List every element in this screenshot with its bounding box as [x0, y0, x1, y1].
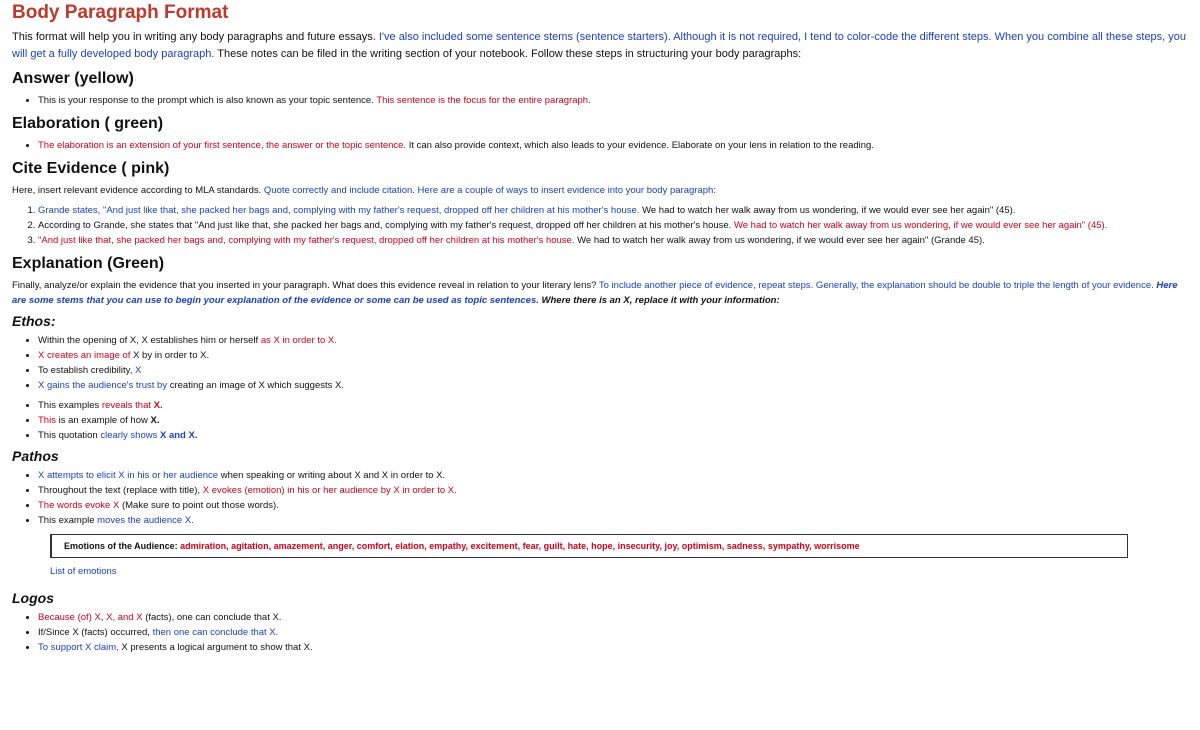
elaboration-list: [12, 138, 1188, 153]
explanation-heading: Explanation (Green): [12, 255, 165, 272]
emotions-box: [50, 534, 1128, 558]
answer-list: [12, 93, 1188, 108]
emotions-list: admiration, agitation, amazement, anger, comfort, elation, empathy, excitement, fear, guilt, hate, hope, insecurity, joy, optimism, sadness, sympathy, worrisome: [180, 541, 860, 551]
intro-paragraph: [12, 29, 1188, 63]
pathos-list: [12, 468, 1188, 528]
list-item: • X attempts to elicit X in his or her audience when speaking or writing about X and X in order to X.: [38, 468, 1188, 483]
list-item: • To establish credibility, X: [38, 363, 1188, 378]
list-item: • This example moves the audience X.: [38, 513, 1188, 528]
logos-heading: Logos: [12, 590, 54, 606]
list-item: • If/Since X (facts) occurred, then one can conclude that X.: [38, 625, 1188, 640]
cite-evidence-heading: Cite Evidence ( pink): [12, 160, 170, 177]
ethos-heading: Ethos:: [12, 313, 56, 329]
answer-heading: Answer (yellow): [12, 70, 134, 87]
list-of-emotions-link[interactable]: List of emotions: [50, 566, 117, 577]
list-item: • X creates an image of X by in order to X.: [38, 348, 1188, 363]
page-title: Body Paragraph Format: [12, 2, 229, 23]
list-item: • This examples reveals that X.: [38, 398, 1188, 413]
logos-list: [12, 610, 1188, 655]
list-item: 1. Grande states, "And just like that, she packed her bags and, complying with my father's request, dropped off her children at his mother's house. We had to watch her walk away from us wondering, if we would ever see her again" (45).: [38, 203, 1188, 218]
list-item: • This is your response to the prompt which is also known as your topic sentence. This sentence is the focus for the entire paragraph.: [38, 93, 1188, 108]
intro-text-1: This format will help you in writing any body paragraphs and future essays.: [12, 31, 379, 43]
cite-examples-list: [12, 203, 1188, 248]
emotions-label: Emotions of the Audience:: [64, 541, 181, 551]
list-item: • The elaboration is an extension of your first sentence, the answer or the topic sentence. It can also provide context, which also leads to your evidence. Elaborate on your lens in relation to the reading.: [38, 138, 1188, 153]
explanation-paragraph: Finally, analyze/or explain the evidence that you inserted in your paragraph. What does this evidence reveal in relation to your literary lens? To include another piece of evidence, repeat steps. Generally, the explanation should be double to triple the length of your evidence. Here are some stems that you can use to begin your explanation of the evidence or some can be used as topic sentences. Where there is an X, replace it with your information:: [12, 280, 1178, 306]
list-item: • Within the opening of X, X establishes him or herself as X in order to X.: [38, 333, 1188, 348]
cite-intro: Here, insert relevant evidence according to MLA standards. Quote correctly and include citation. Here are a couple of ways to insert evidence into your body paragraph:: [12, 185, 716, 196]
list-item: • Throughout the text (replace with title), X evokes (emotion) in his or her audience by X in order to X.: [38, 483, 1188, 498]
list-item: 2. According to Grande, she states that "And just like that, she packed her bags and, complying with my father's request, dropped off her children at his mother's house. We had to watch her walk away from us wondering, if we would ever see her again" (45).: [38, 218, 1188, 233]
pathos-heading: Pathos: [12, 448, 59, 464]
list-item: • X gains the audience's trust by creating an image of X which suggests X.: [38, 378, 1188, 393]
list-item: • The words evoke X (Make sure to point out those words).: [38, 498, 1188, 513]
intro-text-3: These notes can be filed in the writing section of your notebook. Follow these steps in structuring your body paragraphs:: [217, 48, 802, 60]
ethos-list-2: [12, 398, 1188, 443]
ethos-list-1: [12, 333, 1188, 393]
list-item: • To support X claim, X presents a logical argument to show that X.: [38, 640, 1188, 655]
list-item: • This quotation clearly shows X and X.: [38, 428, 1188, 443]
list-item: • Because (of) X, X, and X (facts), one can conclude that X.: [38, 610, 1188, 625]
intro-text-2: I've also included some sentence stems (sentence starters). Although it is not required, I tend to color-code the different steps. When you combine all these steps, you will get a fully developed body paragraph.: [12, 31, 1187, 60]
list-item: • This is an example of how X.: [38, 413, 1188, 428]
list-item: 3. "And just like that, she packed her bags and, complying with my father's request, dropped off her children at his mother's house. We had to watch her walk away from us wondering, if we would ever see her again" (Grande 45).: [38, 233, 1188, 248]
elaboration-heading: Elaboration ( green): [12, 115, 164, 132]
